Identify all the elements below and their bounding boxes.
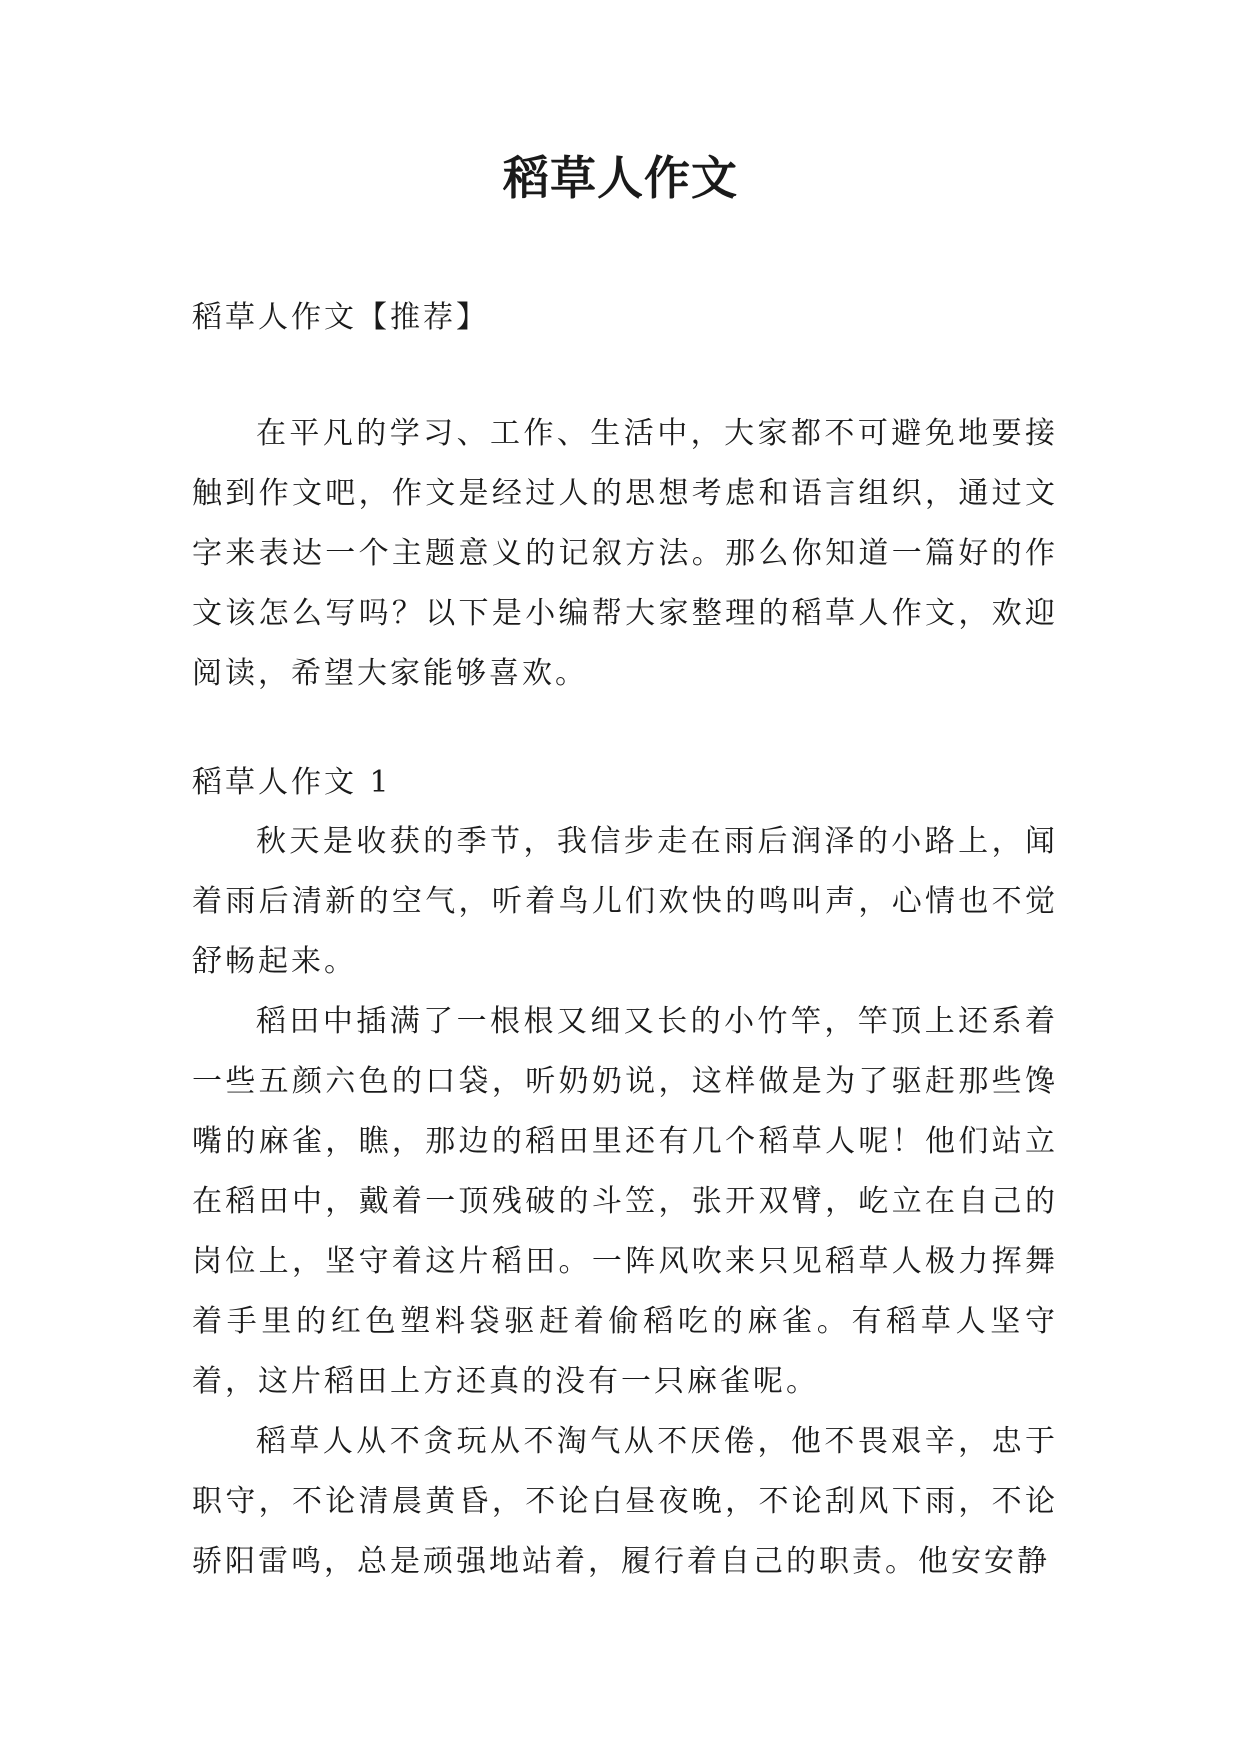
document-subtitle: 稻草人作文【推荐】 (192, 300, 489, 335)
section-heading: 稻草人作文 1 (192, 765, 392, 800)
body-paragraph: 稻草人从不贪玩从不淘气从不厌倦，他不畏艰辛，忠于职守，不论清晨黄昏，不论白昼夜晚，不论刮风下雨，不论骄阳雷鸣，总是顽强地站着，履行着自己的职责。他安安静 (192, 1424, 1058, 1579)
essay-body (192, 812, 1058, 1592)
body-paragraph: 稻田中插满了一根根又细又长的小竹竿，竿顶上还系着一些五颜六色的口袋，听奶奶说，这样做是为了驱赶那些馋嘴的麻雀，瞧，那边的稻田里还有几个稻草人呢！他们站立在稻田中，戴着一顶残破的斗笠，张开双臂，屹立在自己的岗位上，坚守着这片稻田。一阵风吹来只见稻草人极力挥舞着手里的红色塑料袋驱赶着偷稻吃的麻雀。有稻草人坚守着，这片稻田上方还真的没有一只麻雀呢。 (192, 1004, 1058, 1399)
body-paragraph: 秋天是收获的季节，我信步走在雨后润泽的小路上，闻着雨后清新的空气，听着鸟儿们欢快的鸣叫声，心情也不觉舒畅起来。 (192, 824, 1058, 979)
intro-paragraph: 在平凡的学习、工作、生活中，大家都不可避免地要接触到作文吧，作文是经过人的思想考虑和语言组织，通过文字来表达一个主题意义的记叙方法。那么你知道一篇好的作文该怎么写吗？以下是小编帮大家整理的稻草人作文，欢迎阅读，希望大家能够喜欢。 (192, 416, 1058, 691)
document-title: 稻草人作文 (503, 151, 738, 205)
